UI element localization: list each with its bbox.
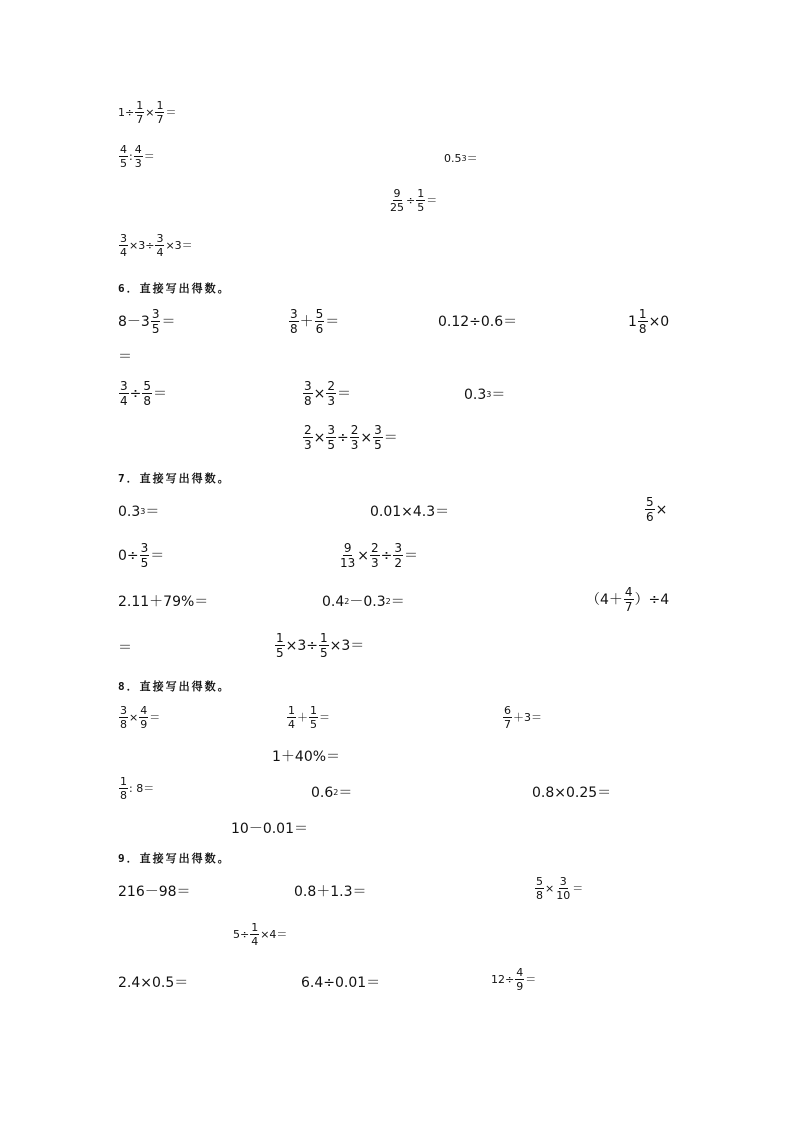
fraction [134,144,143,169]
problem-7g-continued [118,641,132,655]
operator: ＋ [299,313,314,330]
equals: ＝ [153,385,168,402]
problem-9e [118,976,188,990]
operator: × [313,429,326,446]
problem-8c [502,705,542,730]
problem-7h [274,632,364,659]
expr-text: ×3÷ [285,637,319,654]
problem-7c-continued [118,542,164,569]
fraction [119,705,128,730]
problem-7g [586,586,669,613]
numerator: 3 [140,541,149,555]
fraction [535,876,544,901]
problem-9b [294,885,367,899]
equals: ＝ [149,711,161,724]
problem-8f [311,786,352,800]
problem-8b [286,705,330,730]
expr-text: 1÷ [118,106,135,119]
fraction [309,705,318,730]
operator: × [129,711,139,724]
expr-text: 1 [628,313,637,330]
fraction [503,705,512,730]
numerator: 1 [156,99,164,112]
fraction [370,542,380,569]
denominator: 8 [120,789,127,802]
numerator: 9 [393,187,401,200]
problem-7f [322,595,405,609]
expr-text: ）÷4 [634,591,670,608]
denominator: 5 [320,646,328,660]
expr-text: 216－98＝ [118,884,191,900]
numerator: 1 [276,631,284,645]
fraction [624,586,634,613]
fraction [119,776,128,801]
problem-9f [301,976,380,990]
denominator: 13 [340,556,356,570]
denominator: 5 [151,322,160,336]
denominator: 4 [120,394,128,408]
fraction [287,705,296,730]
expr-text: 5÷ [233,928,250,941]
problem-6e [118,380,167,407]
equals: ＝ [319,711,330,724]
problem-top-3 [444,153,478,164]
fraction [139,705,148,730]
fraction [289,308,299,335]
denominator: 3 [371,556,379,570]
problem-6f [302,380,351,407]
denominator: 8 [536,889,543,902]
fraction [119,233,128,258]
expr-text: 1＋40%＝ [272,749,341,765]
problem-8g [532,786,611,800]
equals: ＝ [491,387,506,403]
numerator: 2 [304,423,312,437]
fraction [373,424,383,451]
denominator: 8 [143,394,152,408]
denominator: 8 [290,322,298,336]
problem-7a [118,505,159,519]
expr-text: ×3＝ [165,239,193,252]
denominator: 7 [504,718,511,731]
problem-7e [118,595,208,609]
numerator: 3 [290,307,298,321]
expr-text: ＋3＝ [513,711,542,724]
operator: × [545,882,555,895]
expr-text: ×3÷ [129,239,155,252]
operator: × [655,501,668,518]
fraction [393,542,403,569]
problem-7d [338,542,418,569]
equals: ＝ [572,882,584,895]
fraction [303,424,313,451]
base: 0.6 [311,785,334,801]
fraction [135,100,144,125]
section-9-heading: 9．直接写出得数。 [118,852,231,865]
numerator: 3 [327,423,336,437]
problem-6c [438,315,517,329]
numerator: 9 [343,541,352,555]
expr-text: ×3＝ [329,637,365,654]
expr-text: ×4＝ [260,928,288,941]
expr-text: 0.01×4.3＝ [370,504,450,520]
equals: ＝ [161,313,176,330]
operator: ÷ [380,547,393,564]
numerator: 4 [516,966,524,979]
denominator: 10 [556,889,571,902]
denominator: 3 [327,394,336,408]
fraction [142,380,152,407]
numerator: 3 [394,541,403,555]
problem-6d [628,308,669,335]
numerator: 1 [251,921,259,934]
equals: ＝ [390,594,405,610]
denominator: 8 [304,394,312,408]
problem-9g [491,967,536,992]
equals: ＝ [143,150,155,163]
operator: × [360,429,373,446]
problem-6h [302,424,398,451]
denominator: 7 [624,600,633,614]
equals: ＝ [338,785,353,801]
denominator: 8 [638,322,647,336]
numerator: 1 [136,99,144,112]
problem-6a [118,308,175,335]
exponent: 3 [461,153,467,163]
problem-7b [370,505,449,519]
expr-text: : 8＝ [129,782,155,795]
equals: ＝ [466,152,478,165]
problem-6g [464,388,505,402]
fraction [515,967,524,992]
fraction [303,380,313,407]
denominator: 5 [276,646,284,660]
expr-text: 0.12÷0.6＝ [438,314,518,330]
exponent: 2 [333,788,339,797]
problem-9c [534,876,583,901]
problem-top-4 [388,188,437,213]
fraction [250,922,259,947]
numerator: 1 [120,775,127,788]
denominator: 5 [374,438,382,452]
numerator: 3 [120,379,128,393]
numerator: 5 [315,307,324,321]
denominator: 7 [156,113,164,126]
fraction [555,876,571,901]
problem-7c [644,496,667,523]
fraction [350,424,360,451]
operator: ＋ [297,711,308,724]
denominator: 6 [315,322,324,336]
denominator: 9 [140,718,148,731]
numerator: 3 [120,232,127,245]
denominator: 4 [156,246,164,259]
expr-text: ×0 [648,313,670,330]
problem-8e [118,776,154,801]
numerator: 2 [327,379,336,393]
denominator: 6 [646,510,654,524]
denominator: 9 [516,980,524,993]
equals: ＝ [404,547,419,564]
problem-top-5 [118,233,193,258]
expr-text: 0.8＋1.3＝ [294,884,367,900]
numerator: 1 [320,631,328,645]
numerator: 4 [120,143,127,156]
base: 0.4 [322,594,345,610]
denominator: 25 [390,201,404,214]
fraction [389,188,405,213]
denominator: 4 [120,246,127,259]
denominator: 5 [310,718,317,731]
base: 0.3 [464,387,487,403]
problem-top-2 [118,144,155,169]
numerator: 3 [151,307,160,321]
operator: × [357,547,370,564]
expr-text: －0.3 [349,594,386,610]
numerator: 4 [134,143,142,156]
fraction [326,424,336,451]
expr-text: 0.8×0.25＝ [532,785,612,801]
fraction [155,100,164,125]
problem-6d-continued [118,350,132,364]
fraction [315,308,325,335]
expr-text: （4＋ [586,591,623,608]
expr-text: 2.11＋79%＝ [118,594,209,610]
equals: ＝ [337,385,352,402]
operator: × [313,385,326,402]
numerator: 1 [288,704,295,717]
numerator: 3 [559,875,567,888]
numerator: 1 [638,307,647,321]
expr-text: 8－3 [118,313,150,330]
numerator: 4 [140,704,148,717]
equals: ＝ [150,547,165,564]
numerator: 2 [350,423,359,437]
denominator: 8 [120,718,127,731]
operator: : [129,150,133,163]
operator: ÷ [337,429,349,446]
fraction [275,632,285,659]
denominator: 4 [288,718,295,731]
base: 0.5 [444,152,462,165]
fraction [416,188,425,213]
equals: ＝ [118,640,132,656]
operator: × [145,106,155,119]
numerator: 5 [143,379,152,393]
numerator: 6 [504,704,511,717]
base: 0.3 [118,504,141,520]
fraction [119,144,128,169]
denominator: 5 [417,201,425,214]
denominator: 3 [304,438,312,452]
expr-text: 6.4÷0.01＝ [301,975,381,991]
expr-text: 10－0.01＝ [231,821,308,837]
problem-6b [288,308,339,335]
fraction [155,233,164,258]
exponent: 2 [385,597,391,606]
denominator: 3 [350,438,359,452]
fraction [645,496,655,523]
operator: ÷ [129,385,142,402]
fraction [151,308,161,335]
exponent: 2 [344,597,350,606]
equals: ＝ [325,313,340,330]
equals: ＝ [118,349,132,365]
denominator: 5 [120,157,127,170]
numerator: 3 [156,232,164,245]
fraction [319,632,329,659]
numerator: 3 [304,379,312,393]
denominator: 5 [140,556,149,570]
denominator: 5 [327,438,336,452]
numerator: 5 [646,495,654,509]
problem-9a [118,885,191,899]
problem-8h [231,822,308,836]
exponent: 3 [140,507,146,516]
numerator: 5 [536,875,543,888]
fraction [326,380,336,407]
expr-text: 12÷ [491,973,515,986]
equals: ＝ [383,429,398,446]
denominator: 3 [134,157,142,170]
equals: ＝ [165,106,177,119]
numerator: 1 [417,187,425,200]
fraction [339,542,356,569]
problem-8d [272,750,340,764]
problem-8a [118,705,160,730]
expr-text: 2.4×0.5＝ [118,975,189,991]
fraction [119,380,129,407]
numerator: 3 [120,704,127,717]
denominator: 7 [136,113,144,126]
equals: ＝ [426,194,438,207]
problem-top-1 [118,100,176,125]
operator: ÷ [406,194,416,207]
section-7-heading: 7．直接写出得数。 [118,472,231,485]
section-8-heading: 8．直接写出得数。 [118,680,231,693]
denominator: 2 [394,556,403,570]
numerator: 3 [374,423,382,437]
problem-9d [233,922,287,947]
denominator: 4 [251,935,259,948]
expr-text: 0÷ [118,547,139,564]
numerator: 1 [310,704,317,717]
equals: ＝ [525,973,537,986]
fraction [140,542,150,569]
exponent: 3 [486,390,492,399]
fraction [638,308,648,335]
numerator: 4 [624,585,633,599]
section-6-heading: 6．直接写出得数。 [118,282,231,295]
equals: ＝ [145,504,160,520]
numerator: 2 [371,541,379,555]
